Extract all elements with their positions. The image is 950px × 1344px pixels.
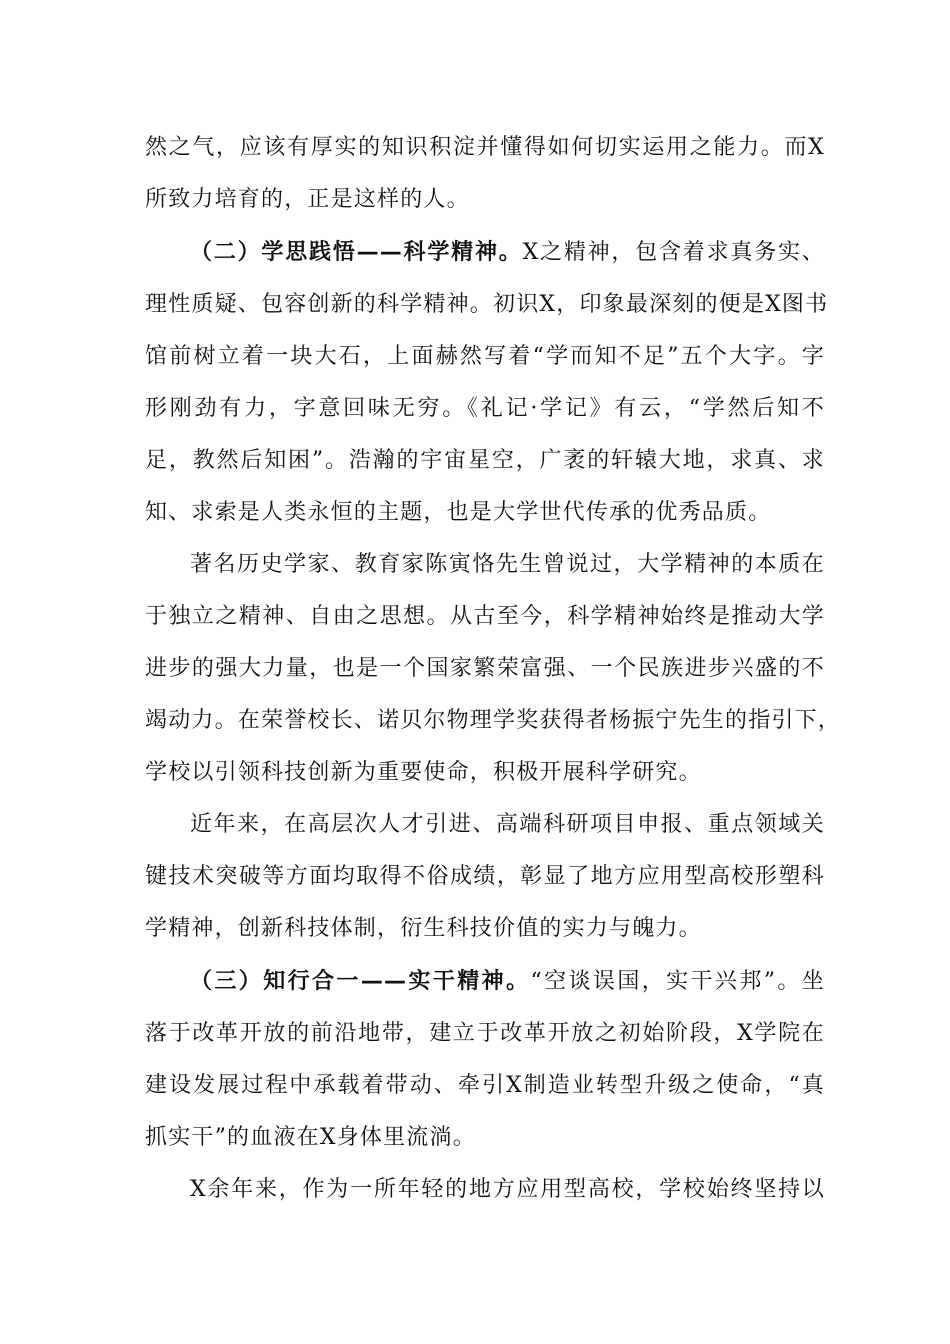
text-line: 落于改革开放的前沿地带，建立于改革开放之初始阶段，X学院在 (145, 1021, 825, 1046)
text-line: 建设发展过程中承载着带动、牵引X制造业转型升级之使命，“真 (145, 1073, 825, 1098)
text-line: 竭动力。在荣誉校长、诺贝尔物理学奖获得者杨振宁先生的指引下， (145, 708, 842, 733)
text-line: 于独立之精神、自由之思想。从古至今，科学精神始终是推动大学 (145, 604, 825, 629)
text-line: 近年来，在高层次人才引进、高端科研项目申报、重点领域关 (190, 812, 825, 837)
text-line: 学校以引领科技创新为重要使命，积极开展科学研究。 (145, 760, 702, 785)
text-line: 然之气，应该有厚实的知识积淀并懂得如何切实运用之能力。而X (145, 135, 825, 160)
text-line: 键技术突破等方面均取得不俗成绩，彰显了地方应用型高校形塑科 (145, 864, 825, 889)
section-heading-line (190, 962, 825, 1002)
text-line: 馆前树立着一块大石，上面赫然写着“学而知不足”五个大字。字 (145, 344, 825, 369)
text-line: 进步的强大力量，也是一个国家繁荣富强、一个民族进步兴盛的不 (145, 656, 825, 681)
section-heading-line (190, 233, 825, 273)
text-line: 所致力培育的，正是这样的人。 (145, 187, 470, 212)
text-line: 足，教然后知困”。浩瀚的宇宙星空，广袤的轩辕大地，求真、求 (145, 448, 825, 473)
text-line: 知、求索是人类永恒的主题，也是大学世代传承的优秀品质。 (145, 500, 772, 525)
text-line: 抓实干”的血液在X身体里流淌。 (145, 1125, 476, 1150)
text-span: X之精神，包含着求真务实、 (522, 240, 825, 265)
text-span: “空谈误国，实干兴邦”。坐 (530, 969, 825, 994)
text-line: 著名历史学家、教育家陈寅恪先生曾说过，大学精神的本质在 (190, 552, 825, 577)
text-line: 形刚劲有力，字意回味无穷。《礼记·学记》有云，“学然后知不 (145, 396, 825, 421)
text-line: 学精神，创新科技体制，衍生科技价值的实力与魄力。 (145, 916, 702, 941)
section-heading: （二）学思践悟——科学精神。 (190, 240, 523, 265)
text-line: X余年来，作为一所年轻的地方应用型高校，学校始终坚持以 (190, 1177, 825, 1202)
text-line: 理性质疑、包容创新的科学精神。初识X，印象最深刻的便是X图书 (145, 292, 829, 317)
section-heading: （三）知行合一——实干精神。 (190, 969, 531, 994)
